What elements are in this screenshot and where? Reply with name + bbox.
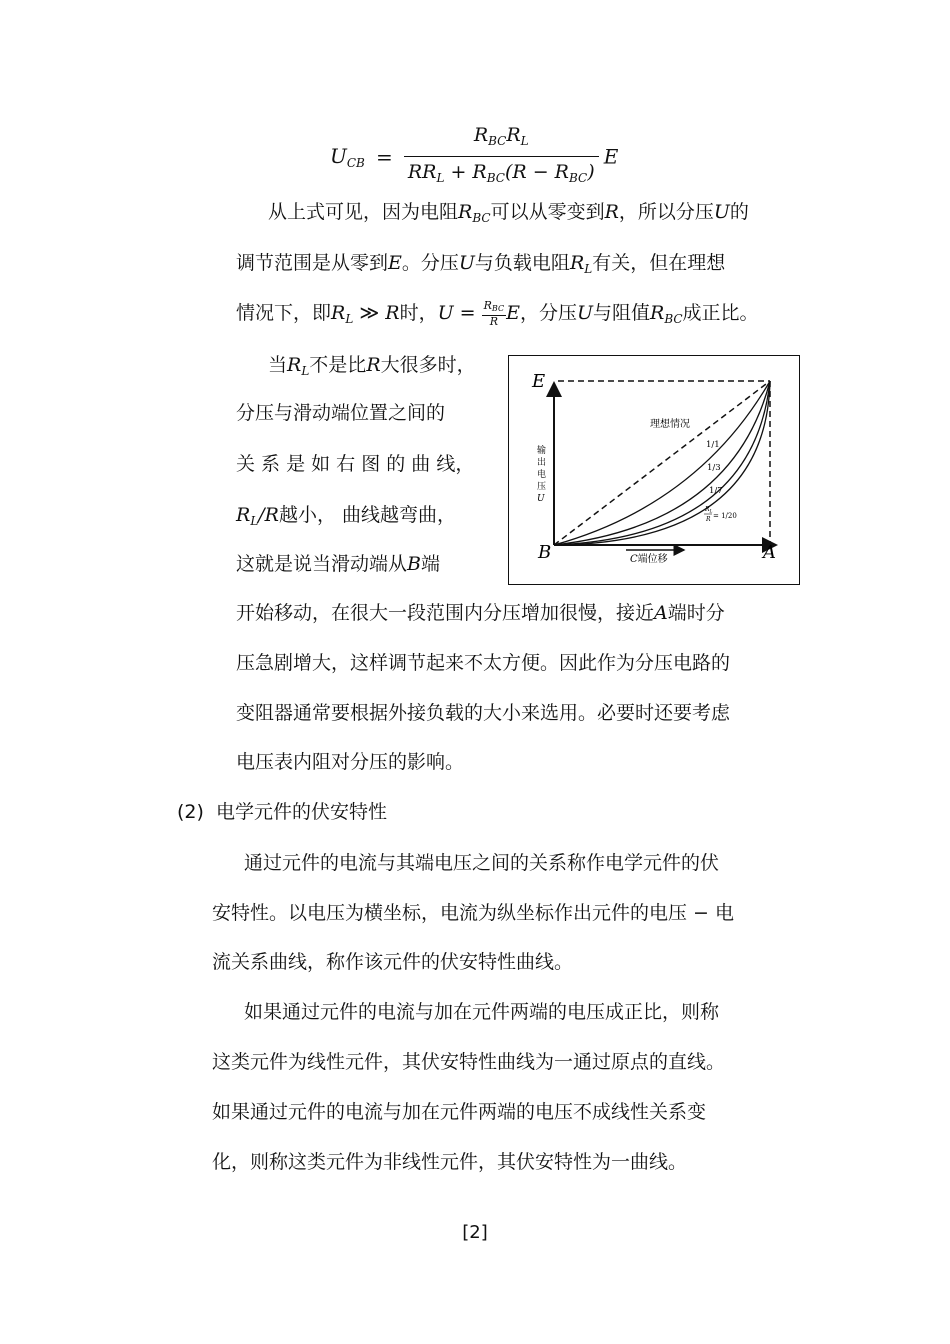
svg-text:U: U <box>537 494 545 504</box>
svg-text:压: 压 <box>537 482 547 492</box>
curve-label-frac-den: R <box>706 516 711 523</box>
paragraph4-line1: 如果通过元件的电流与加在元件两端的电压成正比，则称 <box>244 1001 720 1023</box>
section-number: (2) <box>177 801 204 823</box>
paragraph4-line3: 如果通过元件的电流与加在元件两端的电压不成线性关系变 <box>212 1101 707 1123</box>
equation-numerator: $R_{BC}R_L$ <box>404 122 599 157</box>
paragraph2-line7: 压急剧增大，这样调节起来不太方便。因此作为分压电路的 <box>236 652 731 674</box>
paragraph1-line2: 调节范围是从零到E。分压U与负载电阻$R_L$有关，但在理想 <box>236 252 726 276</box>
paragraph2-line1: 当$R_L$不是比R大很多时， <box>268 354 476 378</box>
paragraph2-line9: 电压表内阻对分压的影响。 <box>236 751 465 773</box>
paragraph2-line2: 分压与滑动端位置之间的 <box>236 402 446 424</box>
section-title: 电学元件的伏安特性 <box>216 801 388 823</box>
curve-label-7: 1/7 <box>709 486 723 496</box>
curve-label-3: 1/3 <box>707 463 721 473</box>
voltage-divider-equation <box>330 122 630 192</box>
paragraph1-line1: 从上式可见，因为电阻$R_{BC}$可以从零变到R，所以分压U的 <box>268 201 749 225</box>
equation-denominator: $RR_L + R_{BC}(R - R_{BC})$ <box>407 161 595 185</box>
section-heading <box>177 797 387 827</box>
svg-text:电: 电 <box>537 470 547 480</box>
paragraph4-line4: 化，则称这类元件为非线性元件，其伏安特性为一曲线。 <box>212 1151 688 1173</box>
paragraph2-line4: $R_L/R$越小， 曲线越弯曲， <box>236 504 457 528</box>
equation-lhs: $U_{CB}$ <box>330 143 365 170</box>
curve-label-frac-num: $R_L$ <box>705 506 713 515</box>
equals-sign: = <box>375 144 393 169</box>
ideal-line <box>554 381 770 545</box>
curve-label-1: 1/1 <box>706 440 720 450</box>
paragraph1-line3: 情况下，即$R_L$ ≫ R时，U = $\frac{R_{BC}}{R}$ E，分压U与阻值$R_{BC}$成正比。 <box>236 299 759 328</box>
paragraph4-line2: 这类元件为线性元件，其伏安特性曲线为一通过原点的直线。 <box>212 1051 726 1073</box>
svg-text:输: 输 <box>537 446 547 456</box>
ideal-label: 理想情况 <box>650 419 690 430</box>
paragraph3-line1: 通过元件的电流与其端电压之间的关系称作电学元件的伏 <box>244 852 720 874</box>
page-number: [2] <box>462 1222 488 1243</box>
x-axis-label: C端位移 <box>630 554 668 565</box>
equation-factor-e: E <box>603 144 619 169</box>
paragraph2-line5: 这就是说当滑动端从B端 <box>236 553 440 575</box>
label-b: B <box>538 542 552 563</box>
paragraph3-line3: 流关系曲线，称作该元件的伏安特性曲线。 <box>212 951 574 973</box>
divider-curve-figure <box>508 355 800 585</box>
curve-label-20: = 1/20 <box>713 512 737 520</box>
paragraph2-line8: 变阻器通常要根据外接负载的大小来选用。必要时还要考虑 <box>236 702 731 724</box>
label-a: A <box>763 542 776 563</box>
equation-fraction <box>404 122 599 191</box>
y-axis-label <box>537 444 546 504</box>
svg-text:出: 出 <box>537 458 547 468</box>
paragraph2-line3: 关 系 是 如 右 图 的 曲 线， <box>236 453 475 475</box>
paragraph2-line6: 开始移动，在很大一段范围内分压增加很慢，接近A端时分 <box>236 602 725 624</box>
label-e: E <box>532 371 546 392</box>
paragraph3-line2: 安特性。以电压为横坐标，电流为纵坐标作出元件的电压 − 电 <box>212 902 735 924</box>
